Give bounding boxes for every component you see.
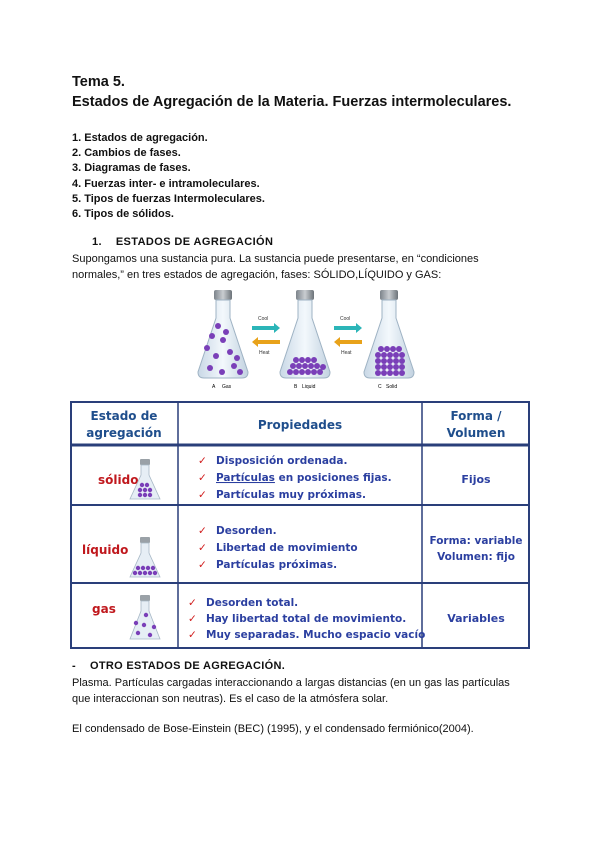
toc-item: 2. Cambios de fases. — [72, 147, 181, 160]
properties-list — [198, 525, 358, 571]
property: Hay libertad total de movimiento. — [206, 613, 407, 625]
paragraph-line: normales,” en tres estados de agregación, fases: SÓLIDO,LÍQUIDO y GAS: — [72, 269, 442, 281]
check-icon: ✓ — [188, 597, 197, 609]
forma-value: Fijos — [461, 473, 491, 486]
bullet-dash: - — [72, 660, 76, 672]
flask-letter: C — [378, 384, 382, 390]
table-row — [92, 595, 505, 641]
check-icon: ✓ — [198, 542, 207, 554]
toc-item: 4. Fuerzas inter- e intramoleculares. — [72, 177, 260, 190]
heat-label: Heat — [259, 350, 270, 356]
paragraph-line: Plasma. Partículas cargadas interaccionando a largas distancias (en un gas las partículas — [72, 677, 510, 689]
forma-value: Forma: variable — [429, 535, 523, 547]
property: Partículas muy próximas. — [216, 489, 367, 501]
check-icon: ✓ — [198, 472, 207, 484]
toc-item: 3. Diagramas de fases. — [72, 162, 191, 175]
check-icon: ✓ — [198, 525, 207, 537]
paragraph-line: que interaccionan son neutras). Es el caso de la atmósfera solar. — [72, 693, 389, 705]
flask-label: Solid — [386, 384, 398, 390]
property: Desorden. — [216, 525, 277, 537]
states-of-matter-figure — [190, 288, 436, 392]
check-icon: ✓ — [198, 559, 207, 571]
intro-paragraph — [72, 251, 532, 283]
property-underlined: Partículas — [216, 472, 275, 484]
state-label: líquido — [82, 543, 129, 557]
section-title: ESTADOS DE AGREGACIÓN — [115, 236, 274, 248]
subsection-title: OTRO ESTADOS DE AGREGACIÓN. — [90, 660, 286, 672]
header-forma: Volumen — [446, 426, 506, 440]
cap-icon — [296, 290, 314, 300]
paragraph-line: Supongamos una sustancia pura. La sustancia puede presentarse, en “condiciones — [72, 253, 479, 265]
cap-icon — [140, 595, 150, 601]
header-forma: Forma / — [450, 409, 502, 423]
table-row — [82, 525, 523, 577]
toc-item: 6. Tipos de sólidos. — [72, 208, 174, 221]
flask-solid — [364, 290, 414, 390]
cool-label: Cool — [258, 316, 269, 322]
subsection-heading — [72, 660, 286, 672]
header-estado: Estado de — [90, 409, 158, 423]
check-icon: ✓ — [188, 613, 197, 625]
section-number: 1. — [92, 236, 102, 248]
toc-item: 5. Tipos de fuerzas Intermoleculares. — [72, 192, 265, 205]
cool-label: Cool — [340, 316, 351, 322]
states-table — [70, 401, 530, 649]
check-icon: ✓ — [188, 629, 197, 641]
property: Partículas próximas. — [216, 559, 338, 571]
flask-label: Liquid — [302, 384, 316, 390]
bec-paragraph: El condensado de Bose-Einstein (BEC) (1995), y el condensado fermiónico(2004). — [72, 723, 474, 735]
property: Libertad de movimiento — [216, 542, 358, 554]
property — [216, 472, 392, 484]
forma-value: Variables — [447, 612, 505, 625]
property: Desorden total. — [206, 597, 299, 609]
topic-number: Tema 5. — [72, 74, 125, 90]
properties-list — [198, 455, 392, 501]
cool-arrow-icon — [334, 323, 362, 333]
forma-value: Volumen: fijo — [437, 551, 515, 563]
state-label: sólido — [98, 473, 139, 487]
heat-arrow-icon — [252, 337, 280, 347]
property-rest: en posiciones fijas. — [274, 472, 392, 484]
flask-letter: A — [212, 384, 216, 390]
cool-arrow-icon — [252, 323, 280, 333]
section-heading — [92, 236, 273, 248]
check-icon: ✓ — [198, 489, 207, 501]
cap-icon — [214, 290, 232, 300]
plasma-paragraph — [72, 675, 532, 707]
table-header — [86, 409, 505, 440]
state-label: gas — [92, 602, 116, 616]
cap-icon — [140, 537, 150, 543]
flask-gas — [198, 290, 248, 390]
flask-small-gas — [130, 595, 160, 639]
property: Disposición ordenada. — [216, 455, 348, 467]
header-estado: agregación — [86, 426, 162, 440]
cap-icon — [140, 459, 150, 465]
heat-arrow-icon — [334, 337, 362, 347]
arrows-1 — [252, 316, 280, 356]
header-propiedades: Propiedades — [257, 418, 343, 432]
flask-icon — [130, 601, 160, 639]
table-row — [98, 455, 491, 501]
properties-list — [188, 597, 425, 641]
check-icon: ✓ — [198, 455, 207, 467]
flask-label: Gas — [222, 384, 232, 390]
flask-small-liquid — [130, 537, 160, 577]
property: Muy separadas. Mucho espacio vacío — [206, 629, 426, 641]
arrows-2 — [334, 316, 362, 356]
flask-letter: B — [294, 384, 298, 390]
cap-icon — [380, 290, 398, 300]
heat-label: Heat — [341, 350, 352, 356]
flask-liquid — [280, 290, 330, 390]
toc-item: 1. Estados de agregación. — [72, 132, 208, 144]
table-of-contents — [72, 131, 265, 222]
page-title: Estados de Agregación de la Materia. Fuerzas intermoleculares. — [72, 94, 512, 110]
